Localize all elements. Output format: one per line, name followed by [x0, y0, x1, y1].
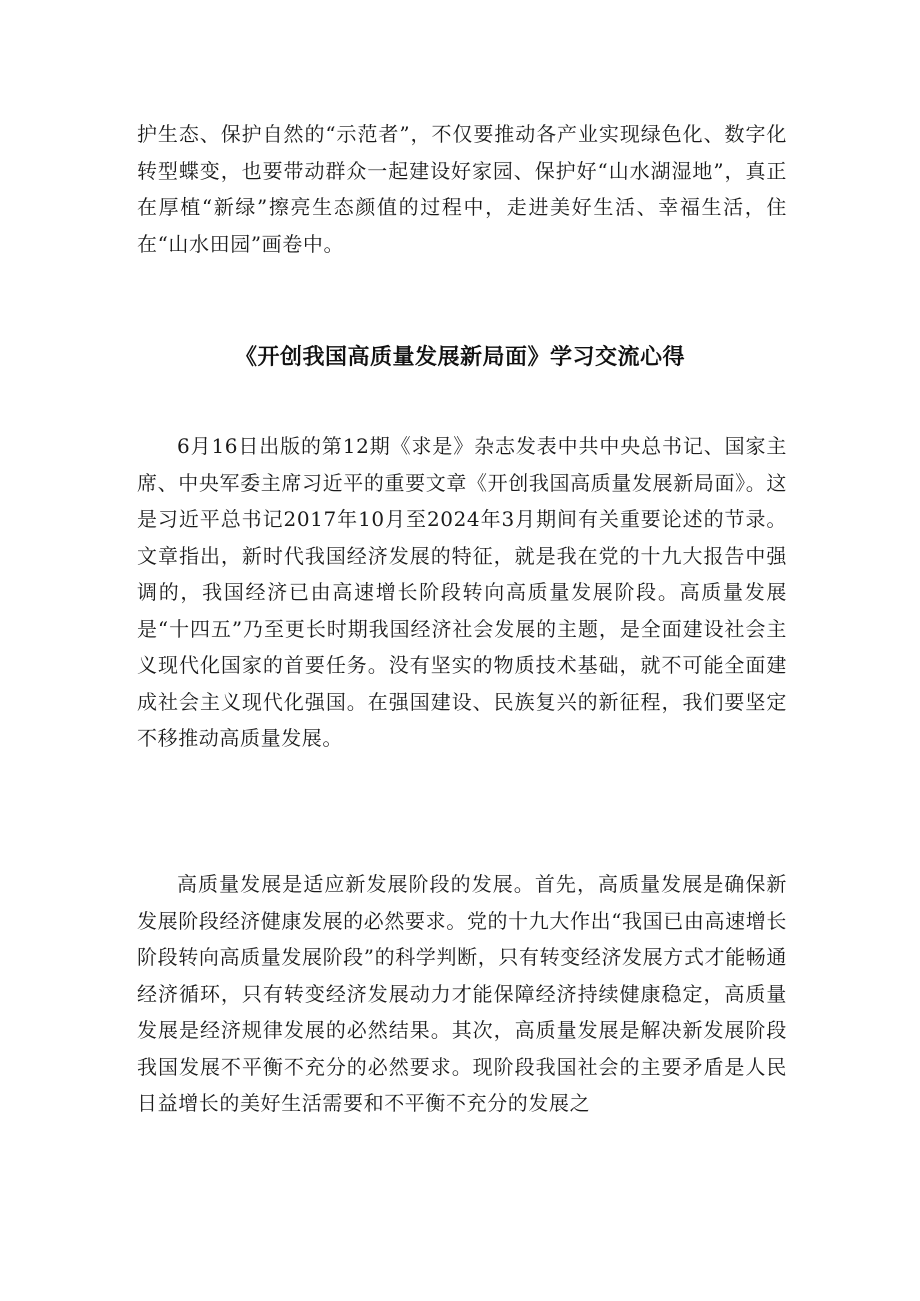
article-title: 《开创我国高质量发展新局面》学习交流心得 [234, 345, 685, 370]
paragraph-continued: 护生态、保护自然的“示范者”，不仅要推动各产业实现绿色化、数字化转型蝶变，也要带动群众一起建设好家园、保护好“山水湖湿地”，真正在厚植“新绿”擦亮生态颜值的过程中，走进美好生活、幸福生活，住在“山水田园”画卷中。 [137, 122, 787, 256]
paragraph-intro: 6月16日出版的第12期《求是》杂志发表中共中央总书记、国家主席、中央军委主席习近平的重要文章《开创我国高质量发展新局面》。这是习近平总书记2017年10月至2024年3月期间有关重要论述的节录。文章指出，新时代我国经济发展的特征，就是我在党的十九大报告中强调的，我国经济已由高速增长阶段转向高质量发展阶段。高质量发展是“十四五”乃至更长时期我国经济社会发展的主题，是全面建设社会主义现代化国家的首要任务。没有坚实的物质技术基础，就不可能全面建成社会主义现代化强国。在强国建设、民族复兴的新征程，我们要坚定不移推动高质量发展。 [137, 434, 787, 750]
paragraph-body: 高质量发展是适应新发展阶段的发展。首先，高质量发展是确保新发展阶段经济健康发展的必然要求。党的十九大作出“我国已由高速增长阶段转向高质量发展阶段”的科学判断，只有转变经济发展方式才能畅通经济循环，只有转变经济发展动力才能保障经济持续健康稳定，高质量发展是经济规律发展的必然结果。其次，高质量发展是解决新发展阶段我国发展不平衡不充分的必然要求。现阶段我国社会的主要矛盾是人民日益增长的美好生活需要和不平衡不充分的发展之 [137, 872, 787, 1115]
